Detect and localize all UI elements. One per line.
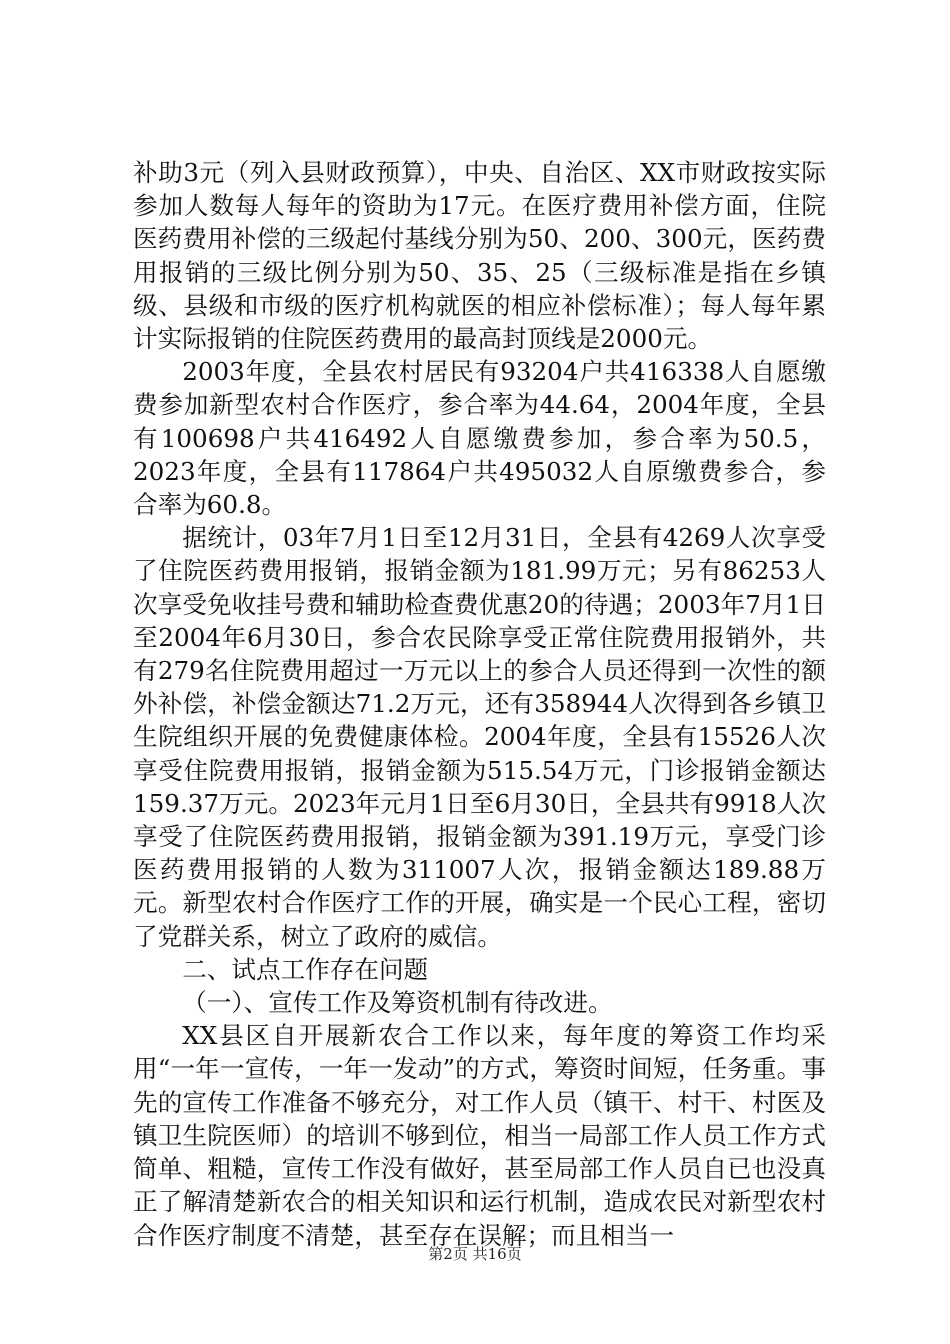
section-heading-problems: 二、试点工作存在问题	[182, 954, 429, 984]
paragraph-participation-rates: 2003年度，全县农村居民有93204户共416338人自愿缴费参加新型农村合作医疗，参合率为44.64，2004年度，全县有100698户共416492人自愿缴费参加，参合率为50.5，2023年度，全县有117864户共495032人自原缴费参合，参合率为60.8。	[133, 357, 826, 520]
document-body	[133, 156, 826, 1252]
paragraph-publicity-issues: XX县区自开展新农合工作以来，每年度的筹资工作均采用“一年一宣传，一年一发动”的方式，筹资时间短，任务重。事先的宣传工作准备不够充分，对工作人员（镇干、村干、村医及镇卫生院医师）的培训不够到位，相当一局部工作人员工作方式简单、粗糙，宣传工作没有做好，甚至局部工作人员自已也没真正了解清楚新农合的相关知识和运行机制，造成农民对新型农村合作医疗制度不清楚，甚至存在误解；而且相当一	[133, 1021, 826, 1250]
page-footer: 第2页 共16页	[428, 1245, 522, 1263]
paragraph-subsidy-standards: 补助3元（列入县财政预算），中央、自治区、XX市财政按实际参加人数每人每年的资助为17元。在医疗费用补偿方面，住院医药费用补偿的三级起付基线分别为50、200、300元，医药费用报销的三级比例分别为50、35、25（三级标准是指在乡镇级、县级和市级的医疗机构就医的相应补偿标准）；每人每年累计实际报销的住院医药费用的最高封顶线是2000元。	[133, 158, 826, 354]
paragraph-reimbursement-statistics: 据统计，03年7月1日至12月31日，全县有4269人次享受了住院医药费用报销，报销金额为181.99万元；另有86253人次享受免收挂号费和辅助检查费优惠20的待遇；2003年7月1日至2004年6月30日，参合农民除享受正常住院费用报销外，共有279名住院费用超过一万元以上的参合人员还得到一次性的额外补偿，补偿金额达71.2万元，还有358944人次得到各乡镇卫生院组织开展的免费健康体检。2004年度，全县有15526人次享受住院费用报销，报销金额为515.54万元，门诊报销金额达159.37万元。2023年元月1日至6月30日，全县共有9918人次享受了住院医药费用报销，报销金额为391.19万元，享受门诊医药费用报销的人数为311007人次，报销金额达189.88万元。新型农村合作医疗工作的开展，确实是一个民心工程，密切了党群关系，树立了政府的威信。	[133, 523, 826, 951]
subsection-heading-publicity: （一）、宣传工作及筹资机制有待改进。	[182, 988, 613, 1018]
